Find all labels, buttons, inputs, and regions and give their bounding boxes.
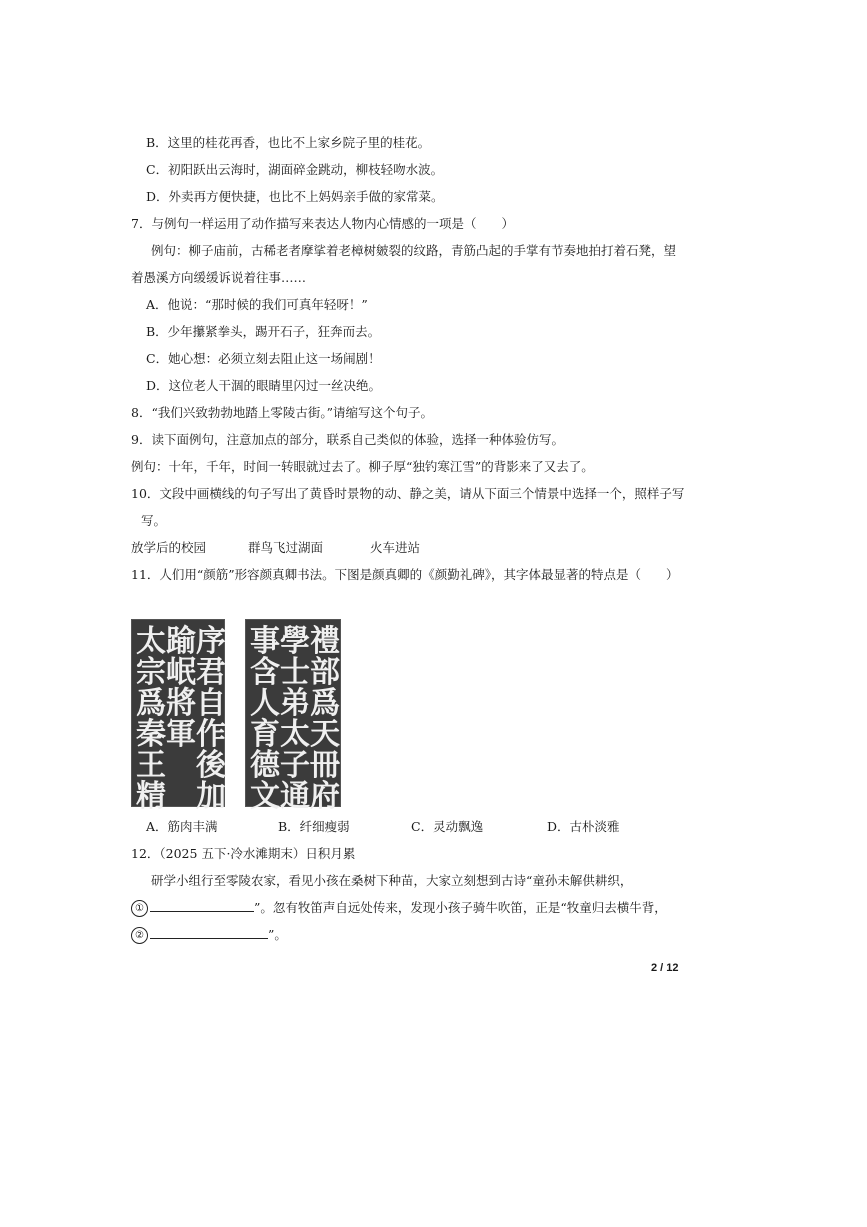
- rubbing-column: [250, 624, 280, 814]
- rubbing-char: 踰: [166, 624, 196, 659]
- q11-stem: 11．人们用“颜筋”形容颜真卿书法。下图是颜真卿的《颜勤礼碑》，其字体最显著的特点是（ ）: [131, 567, 679, 582]
- rubbing-char: 學: [280, 624, 310, 659]
- rubbing-char: 人: [250, 686, 280, 721]
- q7-option-a: A．他说：“那时候的我们可真年轻呀！”: [146, 297, 368, 312]
- rubbing-char: 育: [250, 717, 280, 752]
- rubbing-char: 宗: [136, 655, 166, 690]
- q11-option-c: C．灵动飘逸: [411, 819, 484, 834]
- page-number: 2 / 12: [651, 962, 679, 974]
- rubbing-column: [136, 624, 166, 814]
- rubbing-char: 爲: [136, 686, 166, 721]
- rubbing-char: 太: [280, 717, 310, 752]
- rubbing-char: 作: [196, 717, 226, 752]
- q7-option-b: B．少年攥紧拳头，踢开石子，狂奔而去。: [146, 324, 381, 339]
- q6-option-d: D．外卖再方便快捷，也比不上妈妈亲手做的家常菜。: [146, 189, 444, 204]
- rubbing-char: 太: [136, 624, 166, 659]
- rubbing-char: 精: [136, 779, 166, 814]
- blank-number-2: ②: [131, 927, 148, 944]
- answer-blank-1[interactable]: [150, 899, 254, 912]
- q12-line2-tail: ”。忽有牧笛声自远处传来，发现小孩子骑牛吹笛，正是“牧童归去横牛背，: [254, 900, 667, 915]
- rubbing-char: 德: [250, 748, 280, 783]
- q10-scene-1: 放学后的校园: [131, 540, 207, 555]
- answer-blank-2[interactable]: [150, 926, 268, 939]
- rubbing-char: 士: [280, 655, 310, 690]
- q12-line1: 研学小组行至零陵农家，看见小孩在桑树下种苗，大家立刻想到古诗“童孙未解供耕织，: [151, 873, 633, 888]
- rubbing-column: [166, 626, 196, 800]
- q11-option-a: A．筋肉丰满: [146, 819, 218, 834]
- rubbing-char: 序: [196, 624, 226, 659]
- rubbing-char: 加: [196, 779, 226, 814]
- q7-stem: 7．与例句一样运用了动作描写来表达人物内心情感的一项是（ ）: [131, 216, 514, 231]
- calligraphy-rubbing-right: [245, 619, 341, 814]
- rubbing-column: [196, 624, 226, 814]
- calligraphy-rubbing-left: [131, 619, 226, 814]
- q10-scene-2: 群鸟飞过湖面: [248, 540, 324, 555]
- q12-line2: [131, 899, 667, 917]
- rubbing-char: 弟: [280, 686, 310, 721]
- rubbing-char: 事: [250, 624, 280, 659]
- q10-stem-line1: 10．文段中画横线的句子写出了黄昏时景物的动、静之美，请从下面三个情景中选择一个，照样子写: [131, 486, 685, 501]
- q7-example-line2: 着愚溪方向缓缓诉说着往事……: [131, 270, 307, 285]
- q9-stem: 9．读下面例句，注意加点的部分，联系自己类似的体验，选择一种体验仿写。: [131, 432, 564, 447]
- q8-stem: 8．“我们兴致勃勃地踏上零陵古街。”请缩写这个句子。: [131, 405, 433, 420]
- rubbing-char: 冊: [310, 748, 340, 783]
- rubbing-char: 府: [310, 779, 340, 814]
- rubbing-char: 王: [136, 748, 166, 783]
- rubbing-char: 爲: [310, 686, 340, 721]
- q12-line3: [131, 926, 287, 944]
- rubbing-char: 禮: [310, 624, 340, 659]
- rubbing-char: 君: [196, 655, 226, 690]
- q12-line3-tail: ”。: [268, 927, 287, 942]
- rubbing-char: 自: [196, 686, 226, 721]
- q11-option-b: B．纤细瘦弱: [278, 819, 350, 834]
- rubbing-char: 後: [196, 748, 226, 783]
- rubbing-char: 含: [250, 655, 280, 690]
- q9-example: 例句：十年，千年，时间一转眼就过去了。柳子厚“独钓寒江雪”的背影来了又去了。: [131, 459, 594, 474]
- rubbing-char: 通: [280, 779, 310, 814]
- blank-number-1: ①: [131, 900, 148, 917]
- q11-option-d: D．古朴淡雅: [547, 819, 620, 834]
- q10-stem-line2: 写。: [141, 513, 167, 528]
- rubbing-char: 文: [250, 779, 280, 814]
- rubbing-char: 子: [280, 748, 310, 783]
- q10-scene-3: 火车进站: [370, 540, 421, 555]
- rubbing-column: [310, 624, 340, 814]
- rubbing-char: 部: [310, 655, 340, 690]
- rubbing-char: 天: [310, 717, 340, 752]
- rubbing-char: 岷: [166, 655, 196, 690]
- rubbing-char: 軍: [166, 717, 196, 752]
- q6-option-b: B．这里的桂花再香，也比不上家乡院子里的桂花。: [146, 135, 431, 150]
- q7-option-c: C．她心想：必须立刻去阻止这一场闹剧！: [146, 351, 381, 366]
- q7-example-line1: 例句：柳子庙前，古稀老者摩挲着老樟树皴裂的纹路，青筋凸起的手掌有节奏地拍打着石凳，望: [151, 243, 677, 258]
- q6-option-c: C．初阳跃出云海时，湖面碎金跳动，柳枝轻吻水波。: [146, 162, 444, 177]
- q12-stem: 12．（2025 五下·冷水滩期末）日积月累: [131, 846, 356, 861]
- q7-option-d: D．这位老人干涸的眼睛里闪过一丝决绝。: [146, 378, 382, 393]
- rubbing-char: 將: [166, 686, 196, 721]
- rubbing-char: 秦: [136, 717, 166, 752]
- rubbing-column: [280, 624, 310, 814]
